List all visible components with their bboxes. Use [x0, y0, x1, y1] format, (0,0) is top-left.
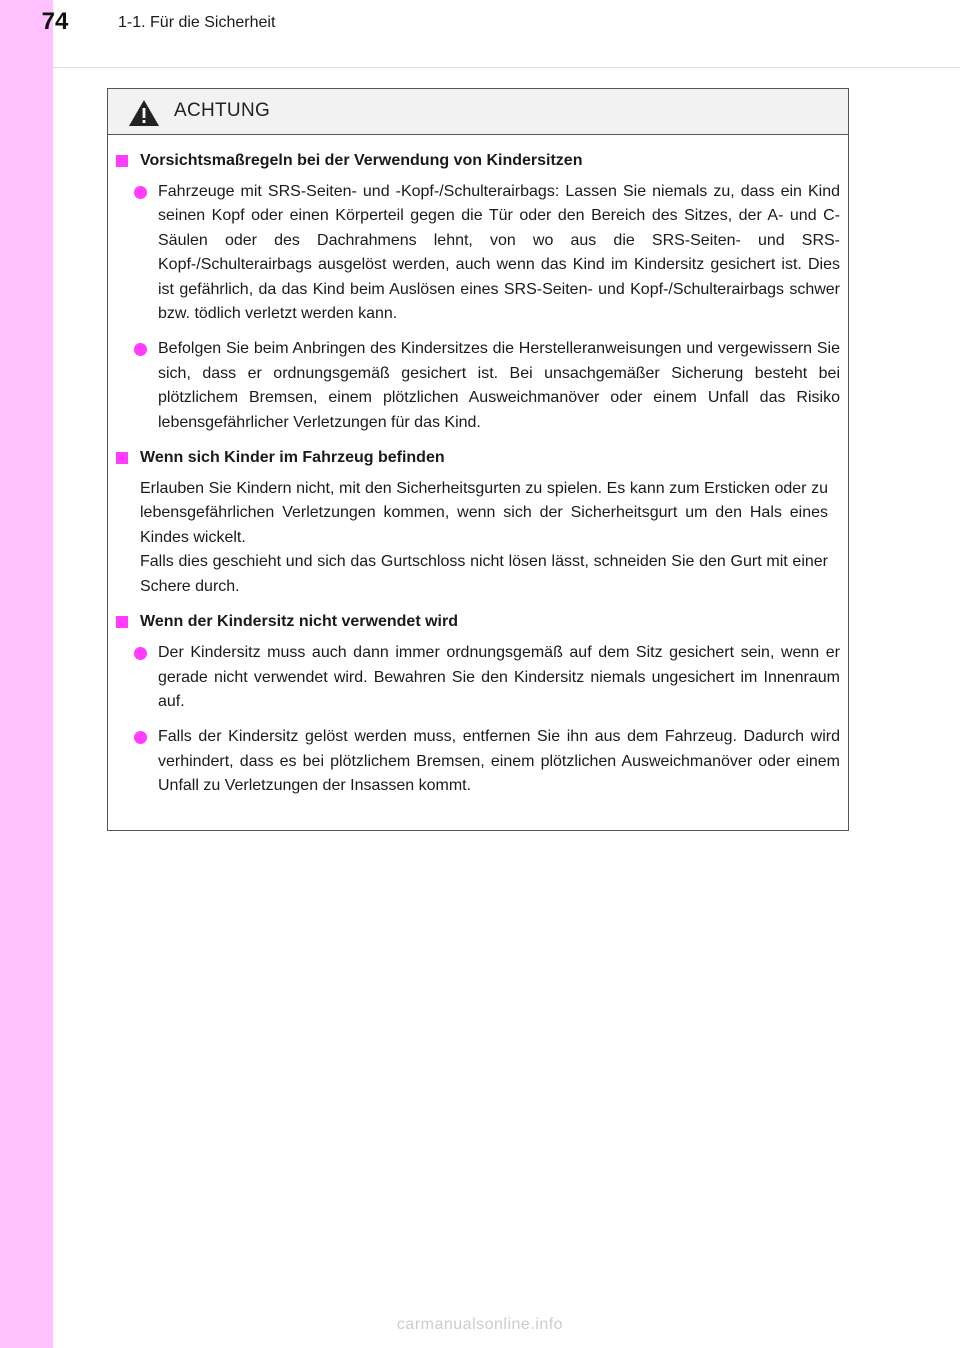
header-divider: [53, 67, 960, 68]
heading-text: Vorsichtsmaßregeln bei der Verwendung von Kindersitzen: [140, 152, 583, 169]
watermark: carmanualsonline.info: [396, 1316, 564, 1333]
bullet-text: Der Kindersitz muss auch dann immer ordnungsgemäß auf dem Sitz gesichert sein, wenn er gerade nicht verwendet wird. Bewahren Sie den Kindersitz niemals ungesichert im Innenraum auf.: [158, 644, 840, 710]
section-title: 1-1. Für die Sicherheit: [118, 14, 276, 31]
paragraph-text: Falls dies geschieht und sich das Gurtschloss nicht lösen lässt, schneiden Sie den Gurt mit einer Schere durch.: [140, 553, 828, 595]
warning-triangle-icon: [128, 99, 160, 127]
section-heading: [116, 446, 840, 470]
circle-bullet-icon: [134, 343, 147, 356]
warning-body: [108, 135, 848, 799]
heading-text: Wenn der Kindersitz nicht verwendet wird: [140, 613, 458, 631]
warning-title: ACHTUNG: [174, 100, 271, 121]
section-heading: [116, 149, 840, 173]
bullet-text: Fahrzeuge mit SRS-Seiten- und -Kopf-/Schulterairbags: Lassen Sie niemals zu, dass ein Kind seinen Kopf oder einen Körperteil gegen die Tür oder den Bereich des Sitzes, der A- und C-Säulen oder des Dachrahmens lehnt, von wo aus die SRS-Seiten- und SRS-Kopf-/Schulterairbags ausgelöst werden, auch wenn das Kind im Kindersitz gesichert ist. Dies ist gefährlich, da das Kind beim Auslösen eines SRS-Seiten- und Kopf-/Schulterairbags schwer bzw. tödlich verletzt werden kann.: [158, 183, 840, 323]
list-item: [116, 337, 840, 435]
list-item: [116, 641, 840, 714]
bullet-text: Falls der Kindersitz gelöst werden muss, entfernen Sie ihn aus dem Fahrzeug. Dadurch wird verhindert, dass es bei plötzlichem Bremsen, einem plötzlichen Ausweichmanöver oder einem Unfall zu Verletzungen der Insassen kommt.: [158, 728, 840, 795]
circle-bullet-icon: [134, 731, 147, 744]
paragraph: [116, 477, 840, 599]
circle-bullet-icon: [134, 186, 147, 199]
circle-bullet-icon: [134, 647, 147, 660]
chapter-sidebar: [0, 0, 53, 1348]
page-number: 74: [41, 8, 69, 35]
square-bullet-icon: [116, 616, 128, 628]
list-item: [116, 180, 840, 326]
warning-header: [108, 89, 848, 135]
list-item: [116, 725, 840, 798]
section-heading: [116, 610, 840, 634]
bullet-text: Befolgen Sie beim Anbringen des Kindersitzes die Herstelleranweisungen und vergewissern Sie sich, dass er ordnungsgemäß gesichert ist. Bei unsachgemäßer Sicherung besteht bei plötzlichem Bremsen, einem plötzlichen Ausweichmanöver oder einem Unfall das Risiko lebensgefährlicher Verletzungen für das Kind.: [158, 340, 840, 431]
heading-text: Wenn sich Kinder im Fahrzeug befinden: [140, 449, 445, 467]
paragraph-text: Erlauben Sie Kindern nicht, mit den Sicherheitsgurten zu spielen. Es kann zum Ersticken oder zu lebensgefährlichen Verletzungen kommen, wenn sich der Sicherheitsgurt um den Hals eines Kindes wickelt.: [140, 480, 828, 546]
warning-box: [107, 88, 849, 831]
square-bullet-icon: [116, 452, 128, 464]
square-bullet-icon: [116, 155, 128, 167]
